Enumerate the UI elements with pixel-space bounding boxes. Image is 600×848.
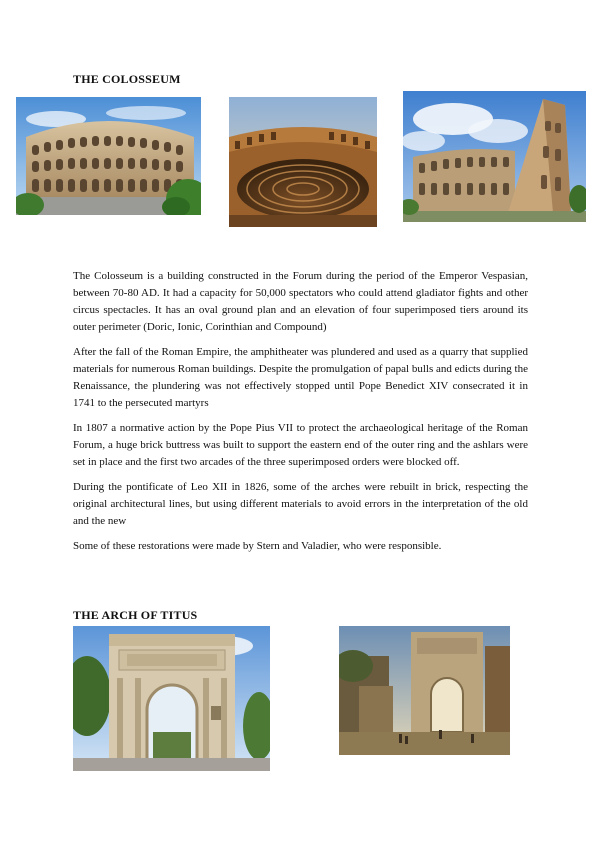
paragraph: Some of these restorations were made by Stern and Valadier, who were responsible. (73, 540, 442, 552)
colosseum-description (73, 268, 528, 563)
paragraph: During the pontificate of Leo XII in 1826, some of the arches were rebuilt in brick, respecting the original architectural lines, but using different materials to avoid errors in the interpretation of the old and the new (73, 481, 528, 527)
paragraph: The Colosseum is a building constructed in the Forum during the period of the Emperor Vespasian, between 70-80 AD. It had a capacity for 50,000 spectators who could attend gladiator fights and other circus spectacles. It has an oval ground plan and an elevation of four superimposed tiers around its outer perimeter (Doric, Ionic, Corinthian and Compound) (73, 270, 528, 333)
colosseum-heading: THE COLOSSEUM (73, 72, 181, 86)
colosseum-exterior-photo (16, 97, 201, 215)
colosseum-buttress-photo (403, 91, 586, 222)
colosseum-interior-photo (229, 97, 377, 227)
arch-of-titus-painting (339, 626, 510, 755)
arch-of-titus-photo (73, 626, 270, 771)
arch-of-titus-heading: THE ARCH OF TITUS (73, 608, 198, 622)
paragraph: In 1807 a normative action by the Pope Pius VII to protect the archaeological heritage of the Roman Forum, a huge brick buttress was built to support the eastern end of the outer ring and the ashlars were set in place and the first two arcades of the three superimposed orders were blocked off. (73, 422, 528, 468)
paragraph: After the fall of the Roman Empire, the amphitheater was plundered and used as a quarry that supplied materials for numerous Roman buildings. Despite the promulgation of papal bulls and edicts during the Renaissance, the plundering was not effectively stopped until Pope Benedict XIV consecrated it in 1741 to the persecuted martyrs (73, 346, 528, 409)
